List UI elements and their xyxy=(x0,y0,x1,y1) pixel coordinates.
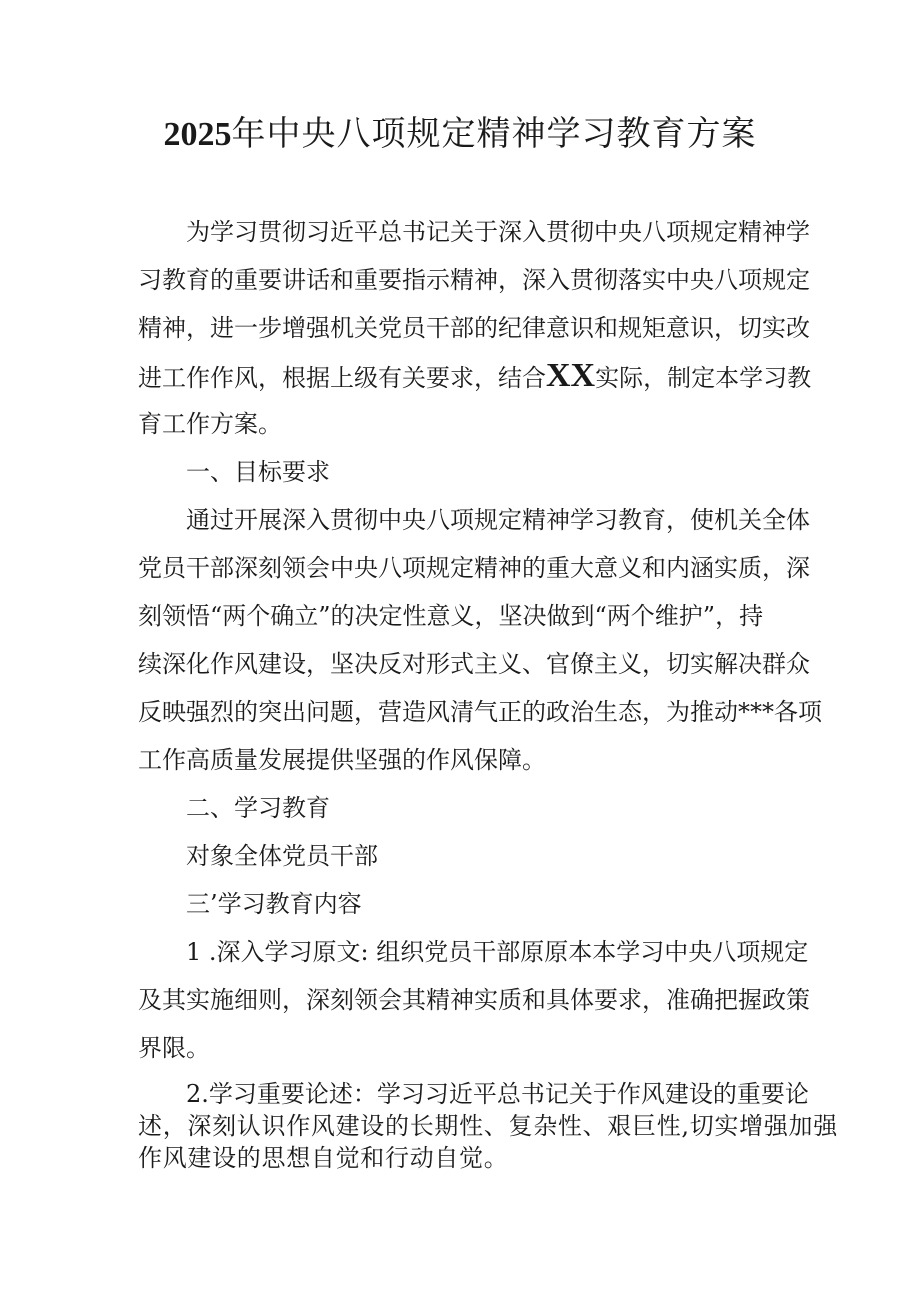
item-2-line-2: 述，深刻认识作风建设的长期性、复杂性、艰巨性,切实增强加强 xyxy=(138,1112,838,1140)
section-2-heading: 二、学习教育 xyxy=(186,794,330,822)
item-2-line-1: 2.学习重要论述：学习习近平总书记关于作风建设的重要论 xyxy=(186,1080,809,1108)
section-1-line-6: 工作高质量发展提供坚强的作风保障。 xyxy=(138,746,546,774)
section-1-line-3: 刻领悟“两个确立”的决定性意义，坚决做到“两个维护”，持 xyxy=(138,602,764,630)
section-1-line-4: 续深化作风建设，坚决反对形式主义、官僚主义，切实解决群众 xyxy=(138,650,810,678)
section-2-audience: 对象全体党员干部 xyxy=(186,842,378,870)
title-text: 年中央八项规定精神学习教育方案 xyxy=(231,114,757,154)
intro-line-4-after: 实际，制定本学习教 xyxy=(595,364,812,392)
section-1-line-1: 通过开展深入贯彻中央八项规定精神学习教育，使机关全体 xyxy=(186,506,810,534)
item-1-line-2: 及其实施细则，深刻领会其精神实质和具体要求，准确把握政策 xyxy=(138,986,810,1014)
intro-line-4-before: 进工作作风，根据上级有关要求，结合 xyxy=(138,364,546,392)
item-1-line-1: 1 .深入学习原文: 组织党员干部原原本本学习中央八项规定 xyxy=(186,938,809,966)
intro-xx-mark: XX xyxy=(546,357,596,394)
title-year: 2025 xyxy=(163,116,232,153)
intro-line-3: 精神，进一步增强机关党员干部的纪律意识和规矩意识，切实改 xyxy=(138,314,810,342)
intro-line-2: 习教育的重要讲话和重要指示精神，深入贯彻落实中央八项规定 xyxy=(138,266,810,294)
section-3-heading: 三’学习教育内容 xyxy=(186,890,362,918)
item-2-line-3: 作风建设的思想自觉和行动自觉。 xyxy=(138,1144,509,1172)
document-title xyxy=(0,112,920,157)
section-1-heading: 一、目标要求 xyxy=(186,458,330,486)
intro-line-1: 为学习贯彻习近平总书记关于深入贯彻中央八项规定精神学 xyxy=(186,218,810,246)
item-1-line-3: 界限。 xyxy=(138,1034,210,1062)
section-1-line-2: 党员干部深刻领会中央八项规定精神的重大意义和内涵实质，深 xyxy=(138,554,810,582)
section-1-line-5: 反映强烈的突出问题，营造风清气正的政治生态，为推动***各项 xyxy=(138,698,822,726)
intro-line-4 xyxy=(0,357,920,394)
intro-line-5: 育工作方案。 xyxy=(138,410,282,438)
